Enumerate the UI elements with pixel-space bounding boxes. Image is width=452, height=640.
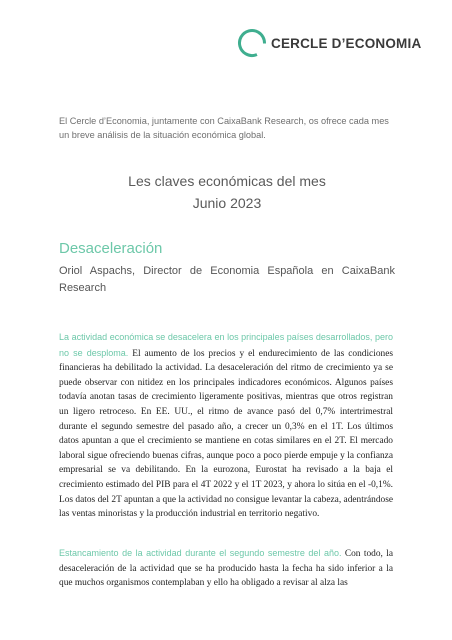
logo-text: CERCLE D’ECONOMIA [271, 35, 422, 51]
paragraph-2-body: Con todo, la desaceleración de la actividad que se ha producido hasta la fecha ha sido inferior a la que muchos organismos contemplaban y ello ha obligado a revisar al alza las [59, 549, 393, 589]
paragraph-2 [59, 546, 393, 591]
section-title: Desaceleración [59, 240, 163, 257]
page-title: Les claves económicas del mes [128, 173, 326, 189]
cercle-logo-icon [236, 27, 268, 59]
paragraph-1-highlight: La actividad económica se desacelera en los principales países desarrollados, pero no se desploma. [59, 332, 393, 358]
intro-text: El Cercle d’Economia, juntamente con CaixaBank Research, os ofrece cada mes un breve análisis de la situación económica global. [59, 116, 389, 140]
page-date: Junio 2023 [192, 195, 262, 211]
cercle-logo [236, 27, 421, 59]
paragraph-2-highlight: Estancamiento de la actividad durante el segundo semestre del año. [59, 548, 342, 558]
paragraph-1-body: El aumento de los precios y el endurecimiento de las condiciones financieras ha debilitado la actividad. La desaceleración del ritmo de crecimiento ya se puede observar con nitidez en los principales indicadores económicos. Algunos países todavía anotan tasas de crecimiento ligeramente positivas, mientras que otros registran un ligero retroceso. En EE. UU., el ritmo de avance pasó del 0,7% intertrimestral durante el segundo semestre del pasado año, a crecer un 0,3% en el 1T. Los últimos datos apuntan a que el crecimiento se mantiene en cotas similares en el 2T. El mercado laboral sigue ofreciendo buenas cifras, aunque poco a poco pierde empuje y la confianza empresarial se va debilitando. En la eurozona, Eurostat ha revisado a la baja el crecimiento estimado del PIB para el 4T 2022 y el 1T 2023, y ahora lo sitúa en el -0,1%. Los datos del 2T apuntan a que la actividad no consigue levantar la cabeza, adentrándose las ventas minoristas y la producción industrial en territorio negativo. [59, 348, 394, 520]
author-line: Oriol Aspachs, Director de Economia Española en CaixaBank Research [59, 265, 395, 294]
paragraph-1 [59, 330, 393, 522]
